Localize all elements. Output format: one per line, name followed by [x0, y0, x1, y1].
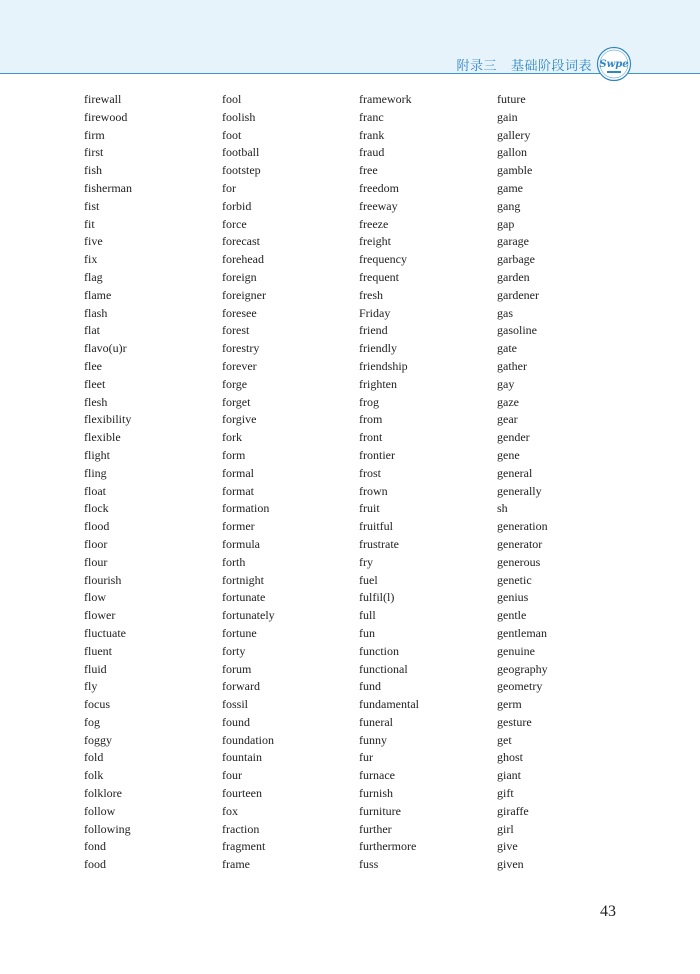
- vocabulary-word: forecast: [222, 234, 260, 249]
- vocabulary-word: framework: [359, 92, 412, 106]
- vocabulary-word: for: [222, 180, 236, 195]
- vocabulary-word: front: [359, 430, 383, 445]
- vocabulary-word: function: [359, 643, 399, 658]
- vocabulary-word: giraffe: [497, 803, 529, 818]
- vocabulary-word: ghost: [497, 750, 524, 765]
- vocabulary-word: gesture: [497, 714, 532, 729]
- vocabulary-word: folk: [84, 768, 104, 783]
- vocabulary-word: flock: [84, 501, 109, 516]
- vocabulary-word: frequent: [359, 269, 399, 284]
- vocabulary-word: flag: [84, 269, 103, 284]
- vocabulary-word: fluid: [84, 661, 107, 676]
- vocabulary-word: flavo(u)r: [84, 341, 127, 356]
- vocabulary-word: flee: [84, 358, 102, 373]
- vocabulary-word: gaze: [497, 394, 519, 409]
- vocabulary-word: fry: [359, 554, 373, 569]
- vocabulary-word: frontier: [359, 447, 395, 462]
- vocabulary-word: flame: [84, 287, 112, 302]
- vocabulary-word: fluctuate: [84, 625, 126, 640]
- vocabulary-word: freight: [359, 234, 391, 249]
- vocabulary-word: fossil: [222, 697, 249, 712]
- vocabulary-word: girl: [497, 821, 514, 836]
- vocabulary-word: focus: [84, 697, 110, 712]
- vocabulary-word: float: [84, 483, 106, 498]
- vocabulary-word: frown: [359, 483, 388, 498]
- vocabulary-word: fit: [84, 216, 95, 231]
- vocabulary-word: fund: [359, 679, 381, 694]
- vocabulary-word: food: [84, 857, 106, 872]
- vocabulary-word: firewall: [84, 92, 122, 106]
- appendix-label: 附录三: [456, 59, 497, 74]
- vocabulary-word: fruitful: [359, 519, 393, 534]
- vocabulary-word: fur: [359, 750, 373, 765]
- vocabulary-word: get: [497, 732, 512, 747]
- vocabulary-word: foolish: [222, 109, 256, 124]
- vocabulary-word: fly: [84, 679, 98, 694]
- vocabulary-word: fist: [84, 198, 100, 213]
- vocabulary-word: foreign: [222, 269, 257, 284]
- vocabulary-word: given: [497, 857, 524, 872]
- vocabulary-word: gas: [497, 305, 513, 320]
- vocabulary-word: forty: [222, 643, 246, 658]
- vocabulary-word: five: [84, 234, 103, 249]
- vocabulary-word: furnish: [359, 786, 393, 801]
- vocabulary-word: forest: [222, 323, 250, 338]
- vocabulary-word: football: [222, 145, 260, 160]
- vocabulary-word: foggy: [84, 732, 112, 747]
- vocabulary-word: flour: [84, 554, 108, 569]
- vocabulary-word: foot: [222, 127, 242, 142]
- vocabulary-word: genuine: [497, 643, 535, 658]
- vocabulary-word: fuss: [359, 857, 379, 872]
- vocabulary-word: germ: [497, 697, 522, 712]
- vocabulary-word: fold: [84, 750, 104, 765]
- vocabulary-word: fog: [84, 714, 100, 729]
- vocabulary-word: forth: [222, 554, 246, 569]
- vocabulary-word: footstep: [222, 163, 261, 178]
- vocabulary-word: forestry: [222, 341, 260, 356]
- vocabulary-word: four: [222, 768, 242, 783]
- vocabulary-word: follow: [84, 803, 116, 818]
- vocabulary-word: fork: [222, 430, 242, 445]
- vocabulary-word: gallon: [497, 145, 527, 160]
- vocabulary-word: genius: [497, 590, 529, 605]
- vocabulary-word: give: [497, 839, 518, 854]
- vocabulary-word: foreigner: [222, 287, 266, 302]
- vocabulary-word: general: [497, 465, 533, 480]
- vocabulary-word: fling: [84, 465, 107, 480]
- vocabulary-word: freedom: [359, 180, 399, 195]
- vocabulary-word: freeway: [359, 198, 398, 213]
- vocabulary-word: game: [497, 180, 523, 195]
- vocabulary-word: flexibility: [84, 412, 132, 427]
- vocabulary-word: folklore: [84, 786, 122, 801]
- vocabulary-word: fleet: [84, 376, 106, 391]
- swpe-logo: [596, 46, 632, 82]
- vocabulary-word: fulfil(l): [359, 590, 395, 605]
- vocabulary-word: fraud: [359, 145, 385, 160]
- vocabulary-word: flexible: [84, 430, 121, 445]
- vocabulary-word: frighten: [359, 376, 397, 391]
- vocabulary-word: fuel: [359, 572, 378, 587]
- vocabulary-word: gentle: [497, 608, 527, 623]
- vocabulary-word: fond: [84, 839, 106, 854]
- vocabulary-word: flood: [84, 519, 110, 534]
- vocabulary-word: foresee: [222, 305, 257, 320]
- vocabulary-word: free: [359, 163, 378, 178]
- header-band: [0, 0, 700, 74]
- vocabulary-word: gallery: [497, 127, 531, 142]
- vocabulary-word: full: [359, 608, 376, 623]
- vocabulary-word: garden: [497, 269, 530, 284]
- vocabulary-word: frustrate: [359, 536, 399, 551]
- vocabulary-word: friendship: [359, 358, 408, 373]
- vocabulary-word: firewood: [84, 109, 128, 124]
- vocabulary-word: fish: [84, 163, 102, 178]
- vocabulary-word: generator: [497, 536, 543, 551]
- vocabulary-word: generally: [497, 483, 542, 498]
- vocabulary-word: gather: [497, 358, 527, 373]
- vocabulary-word: generation: [497, 519, 548, 534]
- vocabulary-word: fool: [222, 92, 242, 106]
- vocabulary-word: fortunate: [222, 590, 266, 605]
- vocabulary-word: format: [222, 483, 254, 498]
- word-column-1: [84, 91, 224, 874]
- vocabulary-word: forward: [222, 679, 260, 694]
- vocabulary-word: future: [497, 92, 526, 106]
- vocabulary-word: flourish: [84, 572, 122, 587]
- vocabulary-word: gain: [497, 109, 518, 124]
- vocabulary-word: gate: [497, 341, 517, 356]
- vocabulary-word: furniture: [359, 803, 401, 818]
- header-divider: [0, 73, 700, 74]
- vocabulary-word: further: [359, 821, 392, 836]
- vocabulary-word: fourteen: [222, 786, 262, 801]
- vocabulary-word: from: [359, 412, 383, 427]
- vocabulary-word: gender: [497, 430, 530, 445]
- vocabulary-word: fortunately: [222, 608, 275, 623]
- vocabulary-word: geometry: [497, 679, 543, 694]
- vocabulary-word: foundation: [222, 732, 274, 747]
- word-column-2: [222, 91, 362, 874]
- vocabulary-word: form: [222, 447, 246, 462]
- vocabulary-word: first: [84, 145, 104, 160]
- vocabulary-word: forge: [222, 376, 248, 391]
- vocabulary-word: furthermore: [359, 839, 417, 854]
- vocabulary-word: gene: [497, 447, 520, 462]
- vocabulary-word: gang: [497, 198, 521, 213]
- vocabulary-word: formation: [222, 501, 270, 516]
- word-column-4: [497, 91, 637, 874]
- vocabulary-word: gasoline: [497, 323, 537, 338]
- vocabulary-word: forever: [222, 358, 257, 373]
- vocabulary-word: gay: [497, 376, 515, 391]
- vocabulary-word: force: [222, 216, 247, 231]
- vocabulary-word: friendly: [359, 341, 397, 356]
- vocabulary-word: fortnight: [222, 572, 264, 587]
- vocabulary-word: frog: [359, 394, 379, 409]
- vocabulary-word: fix: [84, 252, 98, 267]
- vocabulary-word: frame: [222, 857, 250, 872]
- vocabulary-word: frost: [359, 465, 381, 480]
- vocabulary-word: fountain: [222, 750, 262, 765]
- vocabulary-word: forehead: [222, 252, 264, 267]
- vocabulary-word: flash: [84, 305, 108, 320]
- vocabulary-word: flow: [84, 590, 106, 605]
- vocabulary-word: friend: [359, 323, 388, 338]
- vocabulary-word: former: [222, 519, 255, 534]
- section-title: 基础阶段词表: [510, 59, 592, 74]
- vocabulary-word: fluent: [84, 643, 112, 658]
- vocabulary-word: gamble: [497, 163, 533, 178]
- vocabulary-word: fruit: [359, 501, 380, 516]
- vocabulary-word: frequency: [359, 252, 407, 267]
- vocabulary-word: garage: [497, 234, 529, 249]
- page-number: 43: [600, 903, 616, 920]
- vocabulary-word: formal: [222, 465, 254, 480]
- vocabulary-word: forum: [222, 661, 252, 676]
- vocabulary-word: following: [84, 821, 131, 836]
- vocabulary-word: garbage: [497, 252, 535, 267]
- vocabulary-word: floor: [84, 536, 108, 551]
- vocabulary-word: forbid: [222, 198, 252, 213]
- vocabulary-word: flat: [84, 323, 100, 338]
- word-column-3: [359, 91, 499, 874]
- vocabulary-word: giant: [497, 768, 521, 783]
- vocabulary-word: funny: [359, 732, 387, 747]
- vocabulary-word: gift: [497, 786, 514, 801]
- vocabulary-word: furnace: [359, 768, 395, 783]
- vocabulary-word: sh: [497, 501, 508, 516]
- vocabulary-word: fresh: [359, 287, 383, 302]
- vocabulary-word: firm: [84, 127, 105, 142]
- vocabulary-word: geography: [497, 661, 548, 676]
- svg-text:Swpe: Swpe: [599, 59, 629, 70]
- vocabulary-word: gardener: [497, 287, 539, 302]
- vocabulary-word: Friday: [359, 305, 391, 320]
- vocabulary-word: freeze: [359, 216, 389, 231]
- vocabulary-word: fisherman: [84, 180, 132, 195]
- vocabulary-word: frank: [359, 127, 385, 142]
- running-header: [456, 55, 592, 74]
- vocabulary-word: gap: [497, 216, 515, 231]
- vocabulary-word: funeral: [359, 714, 393, 729]
- vocabulary-word: franc: [359, 109, 384, 124]
- vocabulary-word: gentleman: [497, 625, 547, 640]
- vocabulary-word: functional: [359, 661, 408, 676]
- vocabulary-word: generous: [497, 554, 541, 569]
- vocabulary-word: fun: [359, 625, 375, 640]
- vocabulary-word: found: [222, 714, 250, 729]
- vocabulary-word: forgive: [222, 412, 257, 427]
- vocabulary-word: formula: [222, 536, 260, 551]
- vocabulary-word: flight: [84, 447, 110, 462]
- vocabulary-word: fox: [222, 803, 238, 818]
- vocabulary-word: flesh: [84, 394, 108, 409]
- vocabulary-word: genetic: [497, 572, 532, 587]
- vocabulary-word: flower: [84, 608, 116, 623]
- vocabulary-word: gear: [497, 412, 518, 427]
- vocabulary-word: fraction: [222, 821, 260, 836]
- vocabulary-word: fragment: [222, 839, 266, 854]
- vocabulary-word: forget: [222, 394, 251, 409]
- vocabulary-word: fortune: [222, 625, 257, 640]
- vocabulary-word: fundamental: [359, 697, 419, 712]
